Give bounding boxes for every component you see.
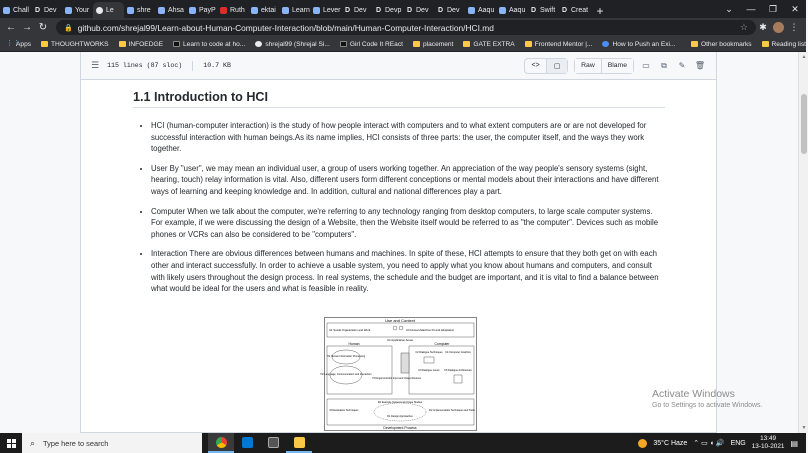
edit-icon[interactable]: ✎	[678, 61, 686, 70]
windows-logo-icon	[7, 439, 16, 448]
folder-icon	[41, 41, 48, 47]
d2-label: D2 Implementation Techniques and Tools	[429, 409, 475, 412]
notifications-icon[interactable]: ▤	[790, 438, 798, 448]
tab-label: shre	[137, 6, 151, 14]
new-tab-button[interactable]: +	[596, 4, 604, 18]
weather-icon[interactable]	[638, 439, 647, 448]
tab-favicon-icon: D	[530, 6, 537, 14]
mail-taskbar-icon[interactable]	[234, 433, 260, 453]
blame-button[interactable]: Blame	[601, 59, 633, 73]
tab-label: ektai	[261, 6, 276, 14]
browser-tab[interactable]	[217, 2, 248, 18]
c2-label: C2 Dialogue Techniques	[415, 351, 443, 354]
raw-button[interactable]: Raw	[575, 59, 601, 73]
bookmark-item[interactable]	[119, 41, 163, 48]
browser-tab[interactable]	[310, 2, 341, 18]
browser-toolbar	[0, 18, 806, 37]
list-item: • HCI (human-computer interaction) is the study of how people interact with computers and to what extent computers are or are not developed for successful interaction with human beings.As its name implies, HCI consists of three parts: the user, the computer itself, and the ways they work together.	[151, 120, 665, 155]
tab-favicon-icon	[127, 7, 134, 14]
browser-tab[interactable]	[434, 2, 465, 18]
tab-label: Swift	[540, 6, 556, 14]
d3-label: D3 Evaluation Techniques	[329, 409, 359, 412]
browser-tab[interactable]	[279, 2, 310, 18]
browser-tab[interactable]	[341, 2, 372, 18]
c1-label: C1 Input and Output Devices	[388, 377, 422, 380]
bookmark-label: placement	[422, 40, 454, 48]
chrome-taskbar-icon[interactable]	[208, 433, 234, 453]
list-item: • User By "user", we may mean an individual user, a group of users working together. An appreciation of the way people's sensory systems (sight, hearing, touch) relay information is vital. Also, different users form different conceptions or mental models about their interactions and have different ways of learning and keeping knowledge and. In addition, cultural and national differences play a part.	[151, 163, 665, 198]
browser-tab[interactable]	[62, 2, 93, 18]
human-label: Human	[348, 342, 360, 346]
tab-label: Devp	[385, 6, 402, 14]
window-controls	[718, 0, 806, 18]
raw-blame-group	[574, 58, 634, 74]
browser-tab[interactable]	[558, 2, 589, 18]
tab-favicon-icon: D	[344, 6, 351, 14]
tab-favicon-icon	[499, 7, 506, 14]
browser-tab[interactable]	[93, 2, 124, 18]
d1-label: D1 Design Approaches	[387, 415, 413, 418]
tab-label: Aaqu	[478, 6, 495, 14]
explorer-taskbar-icon[interactable]	[286, 433, 312, 453]
watermark-subtitle: Go to Settings to activate Windows.	[652, 402, 763, 409]
h1-label: H1 Human Information Processing	[326, 355, 366, 358]
back-icon[interactable]: ←	[6, 22, 16, 33]
apps-grid-icon: ⋮⋮	[6, 40, 20, 47]
bookmark-label: GATE EXTRA	[473, 40, 515, 48]
bookmark-item[interactable]	[762, 41, 806, 48]
toolbar-actions	[757, 18, 806, 37]
url-text[interactable]: github.com/shrejal99/Learn-about-Human-Computer-Interaction/blob/main/Human-Computer-Interaction/HCI.md	[77, 22, 494, 33]
system-tray	[638, 435, 806, 451]
clock-date: 13-10-2021	[751, 443, 785, 450]
bookmark-label: How to Push an Exi...	[612, 40, 676, 48]
menu-icon[interactable]: ⋮	[789, 22, 799, 32]
bookmark-item[interactable]	[6, 41, 31, 48]
hci-diagram	[320, 317, 477, 431]
list-icon[interactable]: ☰	[91, 60, 100, 70]
minimize-icon[interactable]: —	[746, 4, 756, 14]
scroll-up-icon[interactable]: ▲	[801, 54, 807, 60]
page-content	[0, 52, 806, 433]
tab-label: Your	[75, 6, 90, 14]
bookmark-item[interactable]	[340, 41, 403, 48]
star-icon[interactable]: ☆	[739, 22, 748, 32]
folder-icon	[762, 41, 769, 47]
tab-label: Learn	[292, 6, 310, 14]
divider	[192, 61, 193, 71]
view-toggle	[524, 58, 568, 74]
bookmark-item[interactable]	[525, 41, 593, 48]
bookmark-label: Learn to code at ho...	[182, 40, 246, 48]
h2-label: H2 Language, Communication and Interaction	[320, 373, 372, 376]
tab-favicon-icon	[468, 7, 475, 14]
bookmark-label: INFOEDGE	[128, 40, 163, 48]
search-placeholder: Type here to search	[43, 438, 109, 448]
d4-label: D4 Example Systems and Case Studies	[377, 401, 423, 404]
bookmark-item[interactable]	[173, 41, 245, 48]
tab-favicon-icon	[282, 7, 289, 14]
browser-tab[interactable]	[465, 2, 496, 18]
tab-label: Lever	[323, 6, 341, 14]
browser-tab[interactable]	[31, 2, 62, 18]
desktop-icon[interactable]: ▭	[642, 61, 650, 70]
bookmarks-bar	[0, 37, 806, 52]
taskbar-apps	[208, 433, 312, 453]
browser-tab[interactable]	[186, 2, 217, 18]
tab-strip	[0, 0, 806, 18]
development-label: Development Process	[383, 426, 417, 430]
windows-taskbar	[0, 433, 806, 453]
lock-icon[interactable]: 🔒	[64, 24, 73, 32]
file-header	[81, 52, 716, 80]
tab-favicon-icon	[189, 7, 196, 14]
u2-label: U2 Application Areas	[387, 338, 413, 342]
tab-favicon-icon	[158, 7, 165, 14]
tab-label: Dev	[416, 6, 429, 14]
tab-search-icon[interactable]: ⌄	[725, 3, 733, 14]
file-actions	[524, 58, 706, 74]
bookmark-favicon-icon	[173, 41, 180, 47]
copy-icon[interactable]: ⧉	[661, 60, 667, 70]
tab-label: Dev	[354, 6, 367, 14]
u1-label: U1 Social Organization and Work	[329, 328, 371, 332]
extensions-icon[interactable]: ✱	[759, 22, 767, 32]
folder-icon	[691, 41, 698, 47]
bookmark-favicon-icon	[602, 41, 609, 47]
bookmark-label: Reading list	[771, 40, 806, 48]
browser-tab[interactable]	[248, 2, 279, 18]
code-view-icon[interactable]: <>	[531, 62, 540, 69]
maximize-icon[interactable]: ❐	[768, 3, 778, 14]
file-lines: 115 lines (87 sloc)	[107, 62, 183, 69]
watermark-title: Activate Windows	[652, 388, 735, 400]
tab-label: Le	[106, 6, 114, 14]
tab-favicon-icon: D	[34, 6, 41, 14]
c5-label: C5 Dialogue Architecture	[444, 369, 472, 372]
bookmark-item[interactable]	[602, 41, 675, 48]
tab-label: Aaqu	[509, 6, 526, 14]
c3-label: C3 Dialogue Genre	[418, 369, 440, 372]
use-context-label: Use and Context	[385, 318, 415, 323]
taskbar-search[interactable]	[22, 433, 202, 453]
c4-label: C4 Computer Graphics	[445, 351, 471, 354]
bookmark-item[interactable]	[255, 41, 330, 48]
folder-icon	[413, 41, 420, 47]
bookmark-item[interactable]	[463, 41, 514, 48]
browser-tab[interactable]	[527, 2, 558, 18]
address-bar[interactable]	[56, 20, 756, 35]
computer-label: Computer	[434, 342, 450, 346]
close-icon[interactable]: ✕	[791, 3, 799, 14]
store-taskbar-icon[interactable]	[260, 433, 286, 453]
clock-time: 13:49	[760, 435, 777, 442]
file-size: 10.7 KB	[203, 62, 231, 69]
start-button[interactable]	[0, 433, 22, 453]
tab-favicon-icon	[220, 7, 227, 14]
bookmark-item[interactable]	[691, 41, 752, 48]
reload-icon[interactable]: ↻	[38, 22, 48, 33]
bookmark-favicon-icon	[340, 41, 347, 47]
section-heading: 1.1 Introduction to HCI	[133, 90, 665, 108]
browser-tab[interactable]	[496, 2, 527, 18]
tab-favicon-icon	[96, 7, 103, 14]
monitor-icon	[401, 353, 409, 373]
tab-favicon-icon: D	[561, 6, 568, 14]
activation-watermark	[652, 388, 763, 409]
profile-avatar[interactable]	[773, 22, 784, 33]
tab-list	[0, 0, 589, 18]
tab-favicon-icon	[3, 7, 10, 14]
markdown-body	[133, 90, 665, 303]
weather-text[interactable]: 35°C Haze	[653, 439, 688, 447]
bookmark-favicon-icon	[255, 41, 262, 47]
tab-label: PayP	[199, 6, 216, 14]
tab-label: Ahsa	[168, 6, 184, 14]
scroll-thumb[interactable]	[801, 94, 807, 154]
bookmark-label: shrejal99 (Shrejal Si...	[265, 40, 330, 48]
bookmark-item[interactable]	[41, 41, 109, 48]
browser-tab[interactable]	[0, 2, 31, 18]
clock[interactable]	[752, 435, 785, 451]
tab-favicon-icon: D	[437, 6, 444, 14]
u3-label: U3 Human-Machine Fit and Adaptation	[406, 328, 455, 332]
bookmark-label: Frontend Mentor |...	[534, 40, 593, 48]
browser-tab[interactable]	[372, 2, 403, 18]
tray-icons[interactable]: ⌃ ▭ ◖ 🔊	[693, 440, 725, 447]
h3-label: H3 Ergonomics	[372, 377, 390, 380]
tab-label: Dev	[447, 6, 460, 14]
preview-icon[interactable]: ▢	[546, 59, 567, 73]
folder-icon	[119, 41, 126, 47]
list-item: • Computer When we talk about the computer, we're referring to any technology ranging from desktop computers, to large scale computer systems. For example, if we were discussing the design of a Website, then the Website itself would be referred to as "the computer". Devices such as mobile phones or VCRs can also be considered to be "computers".	[151, 206, 665, 241]
bookmark-label: Apps	[16, 40, 32, 48]
file-viewer	[80, 52, 717, 433]
scroll-down-icon[interactable]: ▼	[801, 425, 807, 431]
folder-icon	[463, 41, 470, 47]
tab-label: Chall	[13, 6, 29, 14]
folder-icon	[525, 41, 532, 47]
tab-label: Ruth	[230, 6, 245, 14]
bookmark-label: Other bookmarks	[700, 40, 752, 48]
tab-label: Dev	[44, 6, 57, 14]
bookmark-item[interactable]	[413, 41, 453, 48]
bookmark-label: Girl Code It REact	[349, 40, 403, 48]
list-item: • Interaction There are obvious differences between humans and machines. In spite of these, HCI attempts to ensure that they both get on with each other and interact successfully. In order to achieve a usable system, you need to apply what you know about humans and computers, and consult with likely users throughout the design process. In real systems, the schedule and the budget are important, and it is vital to find a balance between what would be ideal for the users and what is feasible in reality.	[151, 248, 665, 294]
browser-tab[interactable]	[403, 2, 434, 18]
trash-icon[interactable]: 🗑	[694, 61, 706, 70]
tab-favicon-icon	[251, 7, 258, 14]
tab-favicon-icon	[313, 7, 320, 14]
page-scrollbar[interactable]	[798, 52, 808, 433]
search-icon: ⌕	[30, 437, 36, 448]
tab-favicon-icon: D	[375, 6, 382, 14]
tab-label: Creat	[571, 6, 589, 14]
browser-tab[interactable]	[155, 2, 186, 18]
bookmark-label: THOUGHTWORKS	[51, 40, 109, 48]
forward-icon[interactable]: →	[22, 22, 32, 33]
tab-favicon-icon	[65, 7, 72, 14]
language-indicator[interactable]: ENG	[730, 439, 746, 447]
bullet-list	[133, 120, 665, 295]
browser-tab[interactable]	[124, 2, 155, 18]
tab-favicon-icon: D	[406, 6, 413, 14]
